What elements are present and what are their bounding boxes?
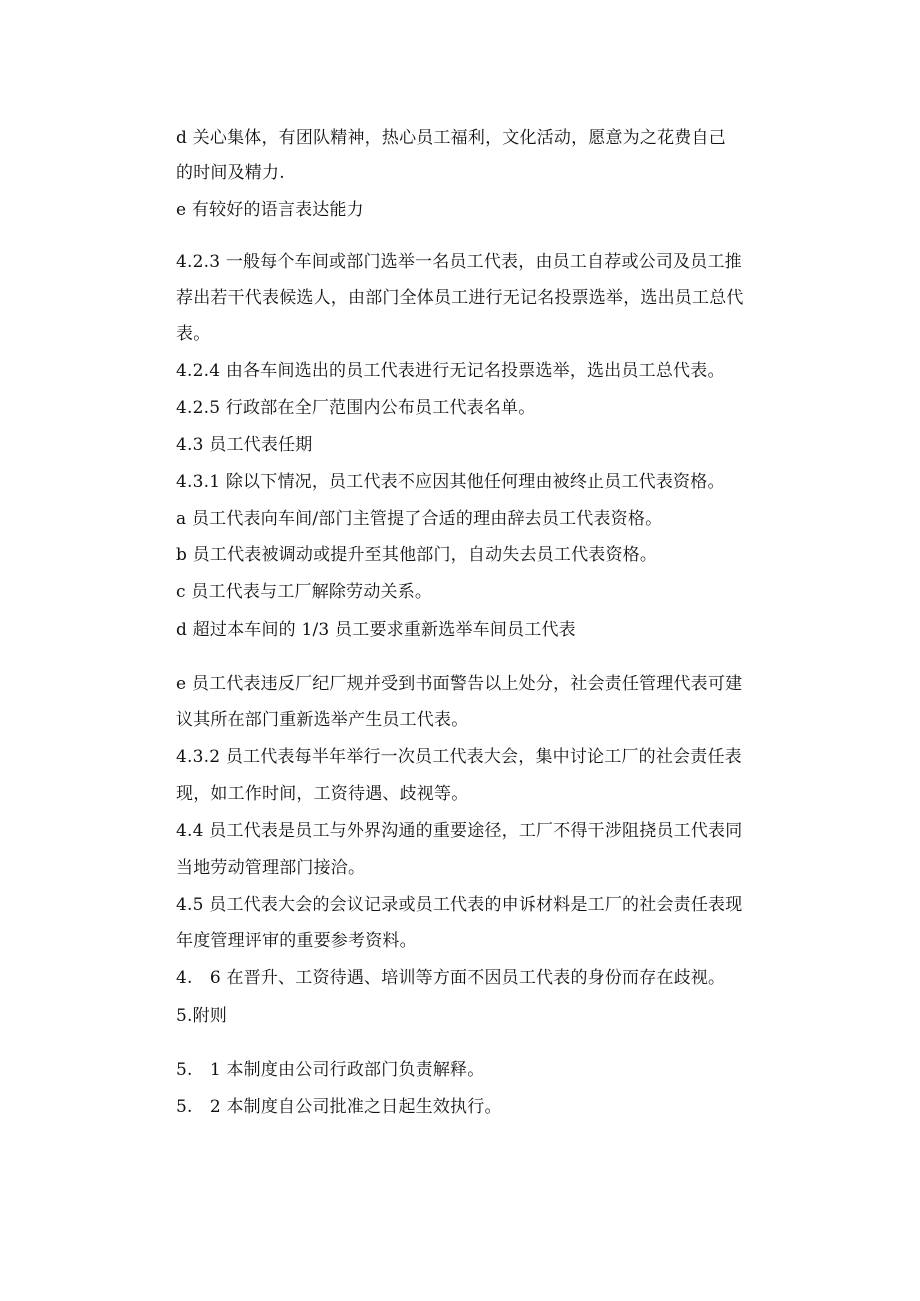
text-line: 年度管理评审的重要参考资料。 [176,931,417,951]
text-line: 荐出若干代表候选人，由部门全体员工进行无记名投票选举，选出员工总代 [176,288,744,308]
text-line: 的时间及精力. [176,163,285,183]
text-line: 4.2.3 一般每个车间或部门选举一名员工代表，由员工自荐或公司及员工推 [176,252,742,272]
text-line: a 员工代表向车间/部门主管提了合适的理由辞去员工代表资格。 [176,509,663,529]
text-line: 4.3.1 除以下情况，员工代表不应因其他任何理由被终止员工代表资格。 [176,472,725,492]
text-line: 4.5 员工代表大会的会议记录或员工代表的申诉材料是工厂的社会责任表现 [176,895,743,915]
text-line: 5. 2 本制度自公司批准之日起生效执行。 [176,1097,502,1117]
text-line: 4. 6 在晋升、工资待遇、培训等方面不因员工代表的身份而存在歧视。 [176,968,726,988]
text-line: d 关心集体，有团队精神，热心员工福利，文化活动，愿意为之花费自己 [176,128,726,148]
section-heading: 4.3 员工代表任期 [176,435,313,455]
text-line: 表。 [176,324,211,344]
text-line: 4.3.2 员工代表每半年举行一次员工代表大会，集中讨论工厂的社会责任表 [176,747,742,767]
text-line: 5. 1 本制度由公司行政部门负责解释。 [176,1060,485,1080]
text-line: e 有较好的语言表达能力 [176,200,364,220]
text-line: e 员工代表违反厂纪厂规并受到书面警告以上处分，社会责任管理代表可建 [176,674,743,694]
text-line: b 员工代表被调动或提升至其他部门，自动失去员工代表资格。 [176,545,658,565]
text-line: 当地劳动管理部门接洽。 [176,858,366,878]
text-line: d 超过本车间的 1/3 员工要求重新选举车间员工代表 [176,620,576,640]
text-line: 4.4 员工代表是员工与外界沟通的重要途径，工厂不得干涉阻挠员工代表同 [176,821,743,841]
text-line: 现，如工作时间，工资待遇、歧视等。 [176,784,469,804]
text-line: 4.2.4 由各车间选出的员工代表进行无记名投票选举，选出员工总代表。 [176,361,725,381]
text-line: 议其所在部门重新选举产生员工代表。 [176,710,469,730]
text-line: 4.2.5 行政部在全厂范围内公布员工代表名单。 [176,398,536,418]
text-line: c 员工代表与工厂解除劳动关系。 [176,582,433,602]
section-heading: 5.附则 [176,1006,228,1026]
